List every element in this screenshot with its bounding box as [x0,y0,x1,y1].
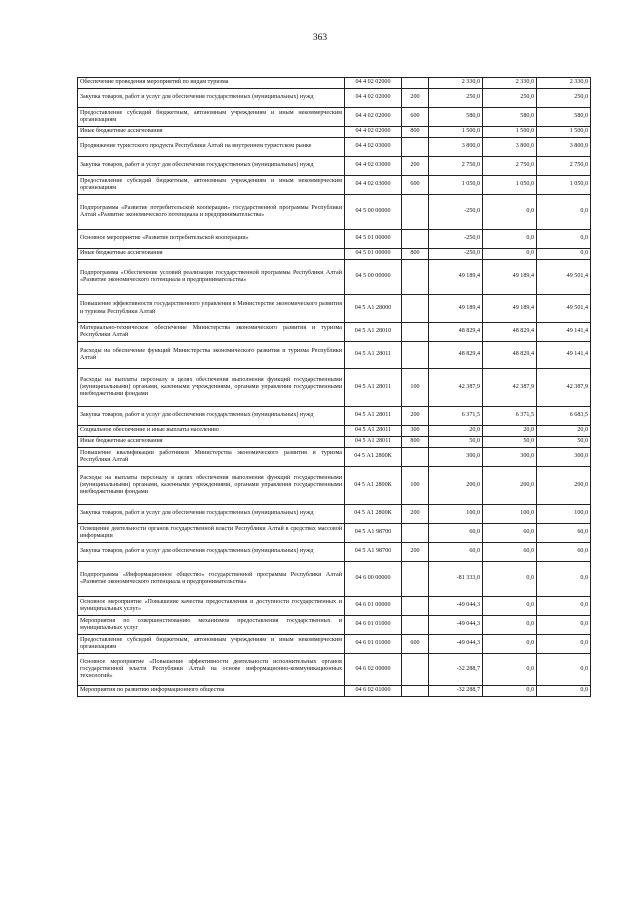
cell-target-code: 04 5 А1 98700 [345,524,402,543]
cell-amount-3: 50,0 [537,437,591,448]
cell-amount-2: 1 500,0 [483,127,537,138]
cell-expense-type: 200 [402,157,429,176]
cell-amount-2: 42 387,9 [483,369,537,407]
cell-target-code: 04 6 01 00000 [345,597,402,616]
cell-expense-type [402,260,429,295]
cell-expense-type [402,597,429,616]
cell-target-code: 04 4 02 02000 [345,127,402,138]
cell-amount-1: 580,0 [429,108,483,127]
cell-amount-1: 50,0 [429,437,483,448]
cell-name: Подпрограмма «Информационное общество» государственной программы Республики Алтай «Развитие экономического потенциала и предпринимательства» [78,562,345,597]
cell-name: Предоставление субсидий бюджетным, автономным учреждениям и иным некоммерческим организациям [78,635,345,654]
cell-name: Материально-техническое обеспечение Министерства экономического развития и туризма Республики Алтай [78,323,345,342]
cell-amount-3: 0,0 [537,616,591,635]
cell-amount-1: 300,0 [429,448,483,467]
cell-amount-1: 3 800,0 [429,138,483,157]
cell-name: Иные бюджетные ассигнования [78,249,345,260]
cell-expense-type [402,448,429,467]
table-row [78,524,591,543]
cell-amount-1: -250,0 [429,230,483,249]
cell-expense-type: 800 [402,437,429,448]
cell-expense-type [402,295,429,323]
table-row [78,157,591,176]
cell-target-code: 04 5 01 00000 [345,249,402,260]
cell-name: Иные бюджетные ассигнования [78,437,345,448]
cell-amount-2: 48 829,4 [483,323,537,342]
cell-name: Расходы на выплаты персоналу в целях обеспечения выполнения функций государственными (муниципальными) органами, казенными учреждениями, органами управления государственными внебюджетными фондами [78,369,345,407]
cell-expense-type [402,78,429,89]
cell-amount-2: 1 050,0 [483,176,537,195]
cell-amount-2: 580,0 [483,108,537,127]
cell-amount-2: 0,0 [483,249,537,260]
cell-amount-2: 60,0 [483,524,537,543]
cell-amount-1: -32 288,7 [429,654,483,686]
cell-amount-3: 0,0 [537,686,591,697]
cell-expense-type: 800 [402,127,429,138]
cell-amount-2: 0,0 [483,635,537,654]
cell-expense-type: 200 [402,543,429,562]
cell-target-code: 04 5 01 00000 [345,230,402,249]
cell-amount-2: 0,0 [483,597,537,616]
table-row [78,176,591,195]
table-row [78,448,591,467]
cell-target-code: 04 6 01 01000 [345,616,402,635]
cell-target-code: 04 5 А1 28010 [345,323,402,342]
cell-expense-type [402,562,429,597]
cell-target-code: 04 6 02 01000 [345,686,402,697]
cell-target-code: 04 5 00 00000 [345,260,402,295]
cell-amount-3: 200,0 [537,467,591,505]
cell-name: Мероприятия по развитию информационного общества [78,686,345,697]
cell-expense-type [402,342,429,369]
cell-amount-3: 0,0 [537,654,591,686]
cell-name: Закупка товаров, работ и услуг для обеспечения государственных (муниципальных) нужд [78,407,345,426]
cell-amount-2: 2 330,0 [483,78,537,89]
cell-amount-3: 2 750,0 [537,157,591,176]
cell-amount-1: 100,0 [429,505,483,524]
cell-amount-1: 49 189,4 [429,260,483,295]
table-row [78,369,591,407]
cell-amount-1: 48 829,4 [429,323,483,342]
cell-amount-1: 42 387,9 [429,369,483,407]
cell-amount-2: 0,0 [483,654,537,686]
cell-amount-3: 20,0 [537,426,591,437]
cell-amount-3: 0,0 [537,195,591,230]
table-row [78,89,591,108]
cell-expense-type: 200 [402,407,429,426]
cell-expense-type: 600 [402,108,429,127]
cell-target-code: 04 5 А1 2800К [345,505,402,524]
budget-table-body [78,78,591,697]
cell-amount-1: -49 044,3 [429,635,483,654]
cell-target-code: 04 5 А1 28011 [345,437,402,448]
cell-amount-3: 0,0 [537,597,591,616]
cell-expense-type: 100 [402,467,429,505]
cell-amount-2: 6 371,5 [483,407,537,426]
table-row [78,467,591,505]
cell-amount-3: 60,0 [537,543,591,562]
cell-name: Продвижение туристского продукта Республики Алтай на внутреннем туристском рынке [78,138,345,157]
table-row [78,295,591,323]
cell-amount-3: 0,0 [537,562,591,597]
cell-amount-1: 250,0 [429,89,483,108]
cell-target-code: 04 4 02 02000 [345,108,402,127]
table-row [78,260,591,295]
cell-name: Закупка товаров, работ и услуг для обеспечения государственных (муниципальных) нужд [78,543,345,562]
cell-amount-3: 300,0 [537,448,591,467]
cell-amount-1: 1 500,0 [429,127,483,138]
cell-name: Расходы на обеспечение функций Министерства экономического развития и туризма Республики Алтай [78,342,345,369]
cell-name: Иные бюджетные ассигнования [78,127,345,138]
cell-amount-3: 100,0 [537,505,591,524]
cell-amount-2: 200,0 [483,467,537,505]
cell-target-code: 04 5 А1 28011 [345,407,402,426]
cell-amount-3: 42 387,9 [537,369,591,407]
cell-name: Закупка товаров, работ и услуг для обеспечения государственных (муниципальных) нужд [78,89,345,108]
cell-amount-3: 1 500,0 [537,127,591,138]
cell-amount-2: 0,0 [483,562,537,597]
cell-amount-1: 48 829,4 [429,342,483,369]
cell-expense-type: 800 [402,249,429,260]
cell-name: Закупка товаров, работ и услуг для обеспечения государственных (муниципальных) нужд [78,157,345,176]
cell-target-code: 04 5 А1 2800К [345,448,402,467]
table-row [78,195,591,230]
cell-amount-1: -250,0 [429,195,483,230]
cell-expense-type: 300 [402,426,429,437]
cell-target-code: 04 4 02 02000 [345,78,402,89]
cell-amount-2: 0,0 [483,686,537,697]
cell-expense-type: 100 [402,369,429,407]
cell-amount-3: 0,0 [537,249,591,260]
cell-amount-3: 250,0 [537,89,591,108]
cell-amount-3: 580,0 [537,108,591,127]
table-row [78,562,591,597]
cell-amount-2: 0,0 [483,230,537,249]
cell-target-code: 04 6 02 00000 [345,654,402,686]
cell-amount-2: 2 750,0 [483,157,537,176]
cell-amount-3: 0,0 [537,230,591,249]
table-row [78,543,591,562]
cell-target-code: 04 4 02 02000 [345,89,402,108]
table-row [78,249,591,260]
cell-name: Подпрограмма «Развитие потребительской кооперации» государственной программы Республики Алтай «Развитие экономического потенциала и предпринимательства» [78,195,345,230]
table-row [78,654,591,686]
cell-expense-type: 200 [402,89,429,108]
cell-amount-3: 1 050,0 [537,176,591,195]
cell-amount-1: 60,0 [429,543,483,562]
cell-expense-type [402,195,429,230]
cell-name: Предоставление субсидий бюджетным, автономным учреждениям и иным некоммерческим организациям [78,176,345,195]
cell-expense-type: 600 [402,635,429,654]
cell-amount-2: 250,0 [483,89,537,108]
cell-name: Социальное обеспечение и иные выплаты населению [78,426,345,437]
table-row [78,426,591,437]
cell-amount-2: 0,0 [483,616,537,635]
cell-target-code: 04 5 А1 98700 [345,543,402,562]
table-row [78,78,591,89]
cell-amount-1: 2 330,0 [429,78,483,89]
cell-expense-type [402,524,429,543]
cell-amount-3: 2 330,0 [537,78,591,89]
cell-target-code: 04 5 А1 28011 [345,426,402,437]
cell-amount-2: 20,0 [483,426,537,437]
cell-target-code: 04 5 А1 28011 [345,369,402,407]
cell-name: Расходы на выплаты персоналу в целях обеспечения выполнения функций государственными (муниципальными) органами, казенными учреждениями, органами управления государственными внебюджетными фондами [78,467,345,505]
table-row [78,616,591,635]
cell-amount-3: 3 800,0 [537,138,591,157]
cell-amount-1: 2 750,0 [429,157,483,176]
cell-amount-1: 20,0 [429,426,483,437]
table-row [78,686,591,697]
table-row [78,437,591,448]
table-row [78,407,591,426]
cell-amount-1: 49 189,4 [429,295,483,323]
cell-expense-type: 200 [402,505,429,524]
cell-amount-2: 49 189,4 [483,260,537,295]
cell-amount-2: 60,0 [483,543,537,562]
cell-name: Обеспечение проведения мероприятий по видам туризма [78,78,345,89]
cell-target-code: 04 4 02 03000 [345,157,402,176]
cell-target-code: 04 5 А1 28000 [345,295,402,323]
cell-expense-type [402,616,429,635]
cell-amount-2: 100,0 [483,505,537,524]
table-row [78,323,591,342]
table-row [78,230,591,249]
cell-amount-1: 60,0 [429,524,483,543]
cell-expense-type [402,230,429,249]
cell-target-code: 04 4 02 03000 [345,138,402,157]
cell-amount-1: -250,0 [429,249,483,260]
cell-name: Мероприятия по совершенствованию механизмов предоставления государственных и муниципальных услуг [78,616,345,635]
cell-amount-3: 49 141,4 [537,323,591,342]
cell-name: Подпрограмма «Обеспечение условий реализации государственной программы Республики Алтай «Развитие экономического потенциала и предпринимательства» [78,260,345,295]
cell-expense-type [402,686,429,697]
cell-name: Освещение деятельности органов государственной власти Республики Алтай в средствах массовой информации [78,524,345,543]
cell-expense-type: 600 [402,176,429,195]
cell-amount-2: 300,0 [483,448,537,467]
cell-amount-2: 49 189,4 [483,295,537,323]
cell-target-code: 04 5 00 00000 [345,195,402,230]
table-row [78,138,591,157]
cell-target-code: 04 6 01 01000 [345,635,402,654]
cell-amount-3: 60,0 [537,524,591,543]
cell-expense-type [402,654,429,686]
cell-amount-1: -81 333,0 [429,562,483,597]
cell-amount-2: 3 800,0 [483,138,537,157]
table-row [78,505,591,524]
budget-table [77,77,591,697]
cell-amount-1: 1 050,0 [429,176,483,195]
cell-name: Закупка товаров, работ и услуг для обеспечения государственных (муниципальных) нужд [78,505,345,524]
cell-name: Основное мероприятие «Повышение качества предоставления и доступности государственных и муниципальных услуг» [78,597,345,616]
table-row [78,127,591,138]
page-number: 363 [312,33,328,43]
cell-amount-3: 49 141,4 [537,342,591,369]
cell-amount-3: 49 501,4 [537,295,591,323]
cell-amount-1: -49 044,3 [429,597,483,616]
cell-name: Предоставление субсидий бюджетным, автономным учреждениям и иным некоммерческим организациям [78,108,345,127]
cell-amount-1: -32 288,7 [429,686,483,697]
cell-amount-2: 50,0 [483,437,537,448]
table-row [78,342,591,369]
cell-expense-type [402,138,429,157]
cell-target-code: 04 4 02 03000 [345,176,402,195]
table-row [78,108,591,127]
table-row [78,597,591,616]
cell-amount-1: 6 371,5 [429,407,483,426]
cell-name: Основное мероприятие «Развитие потребительской кооперации» [78,230,345,249]
cell-amount-3: 6 683,5 [537,407,591,426]
cell-target-code: 04 5 А1 2800К [345,467,402,505]
cell-amount-2: 48 829,4 [483,342,537,369]
cell-target-code: 04 6 00 00000 [345,562,402,597]
cell-amount-3: 0,0 [537,635,591,654]
cell-amount-2: 0,0 [483,195,537,230]
cell-name: Основное мероприятие «Повышение эффективности деятельности исполнительных органов государственной власти Республики Алтай на основе информационно-коммуникационных технологий» [78,654,345,686]
cell-amount-1: 200,0 [429,467,483,505]
table-row [78,635,591,654]
cell-name: Повышение квалификации работников Министерства экономического развития и туризма Республики Алтай [78,448,345,467]
cell-amount-3: 49 501,4 [537,260,591,295]
cell-name: Повышение эффективности государственного управления в Министерстве экономического развития и туризма Республики Алтай [78,295,345,323]
cell-expense-type [402,323,429,342]
cell-target-code: 04 5 А1 28011 [345,342,402,369]
cell-amount-1: -49 044,3 [429,616,483,635]
